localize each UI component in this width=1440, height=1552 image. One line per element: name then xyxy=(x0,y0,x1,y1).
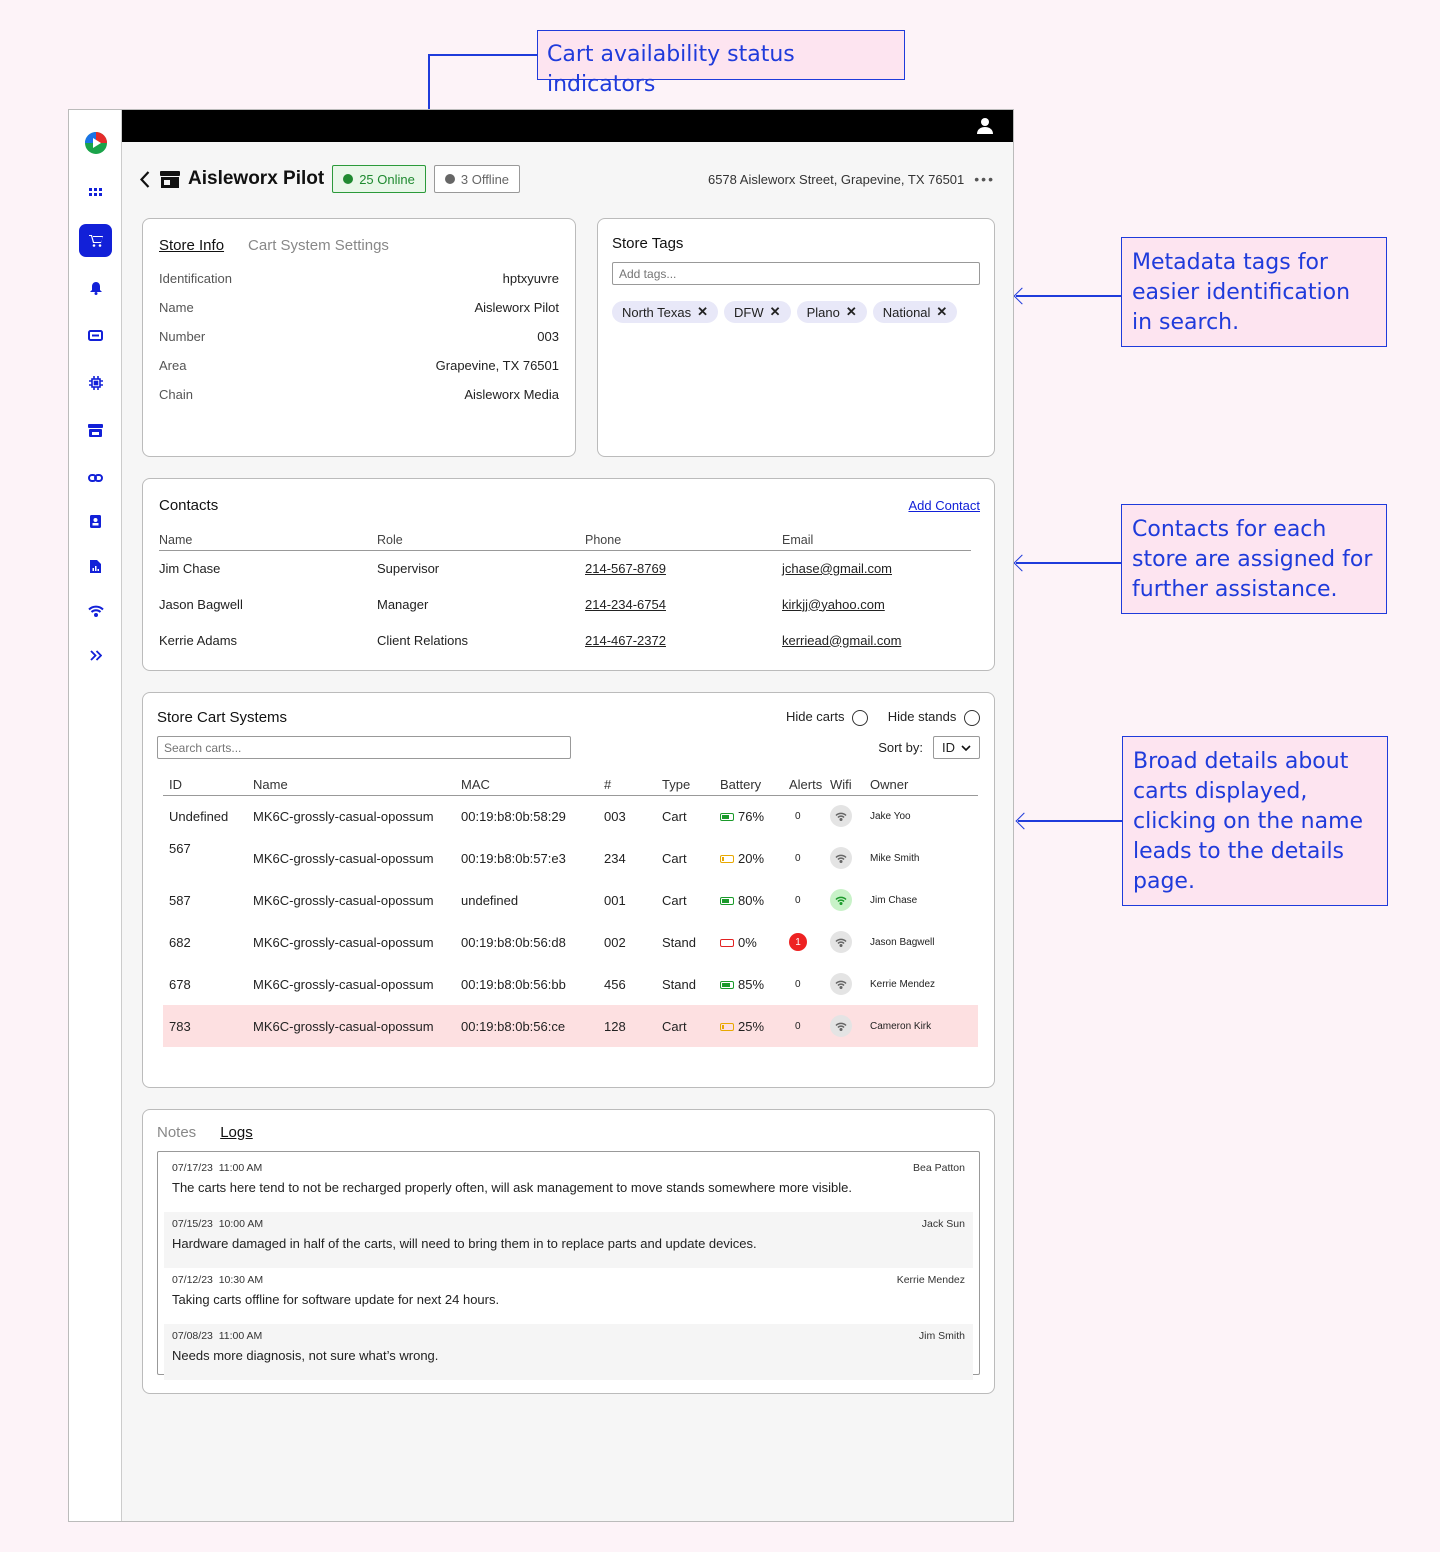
carts-header-cell: Wifi xyxy=(830,775,870,795)
cart-owner: Kerrie Mendez xyxy=(870,978,936,990)
alert-count: 1 xyxy=(795,936,801,948)
tab-logs[interactable]: Logs xyxy=(220,1124,253,1141)
cart-number: 001 xyxy=(604,892,626,908)
contact-row xyxy=(159,586,971,622)
cart-wifi xyxy=(830,963,870,1005)
battery-percent: 76% xyxy=(738,808,765,824)
contacts-table xyxy=(159,530,971,658)
store-info-list xyxy=(159,264,559,409)
add-contact-link[interactable]: Add Contact xyxy=(908,498,980,513)
store-tags-card xyxy=(597,218,995,457)
battery-fill xyxy=(722,815,729,819)
hide-stands-radio[interactable] xyxy=(964,710,980,726)
cart-row[interactable] xyxy=(163,963,978,1005)
hide-carts-label: Hide carts xyxy=(785,709,845,725)
cart-alerts xyxy=(789,963,830,1005)
alert-count: 0 xyxy=(795,852,801,864)
store-tags-title: Store Tags xyxy=(612,235,684,252)
battery-percent: 0% xyxy=(738,934,757,950)
carts-table xyxy=(163,775,978,1047)
cart-battery xyxy=(720,1005,789,1047)
store-info-row xyxy=(159,351,559,380)
tab-notes[interactable]: Notes xyxy=(157,1124,197,1141)
battery-percent: 85% xyxy=(738,976,765,992)
search-carts-input[interactable] xyxy=(157,736,571,759)
cart-id: 682 xyxy=(169,934,191,950)
cart-alerts xyxy=(789,921,830,963)
store-info-row xyxy=(159,264,559,293)
cart-owner: Jason Bagwell xyxy=(870,936,935,948)
log-author: Jim Smith xyxy=(918,1330,965,1342)
wifi-signal-icon xyxy=(830,973,852,995)
remove-tag-icon[interactable]: ✕ xyxy=(697,304,709,319)
battery-icon xyxy=(720,981,734,989)
contact-role: Supervisor xyxy=(377,560,440,576)
cart-wifi xyxy=(830,795,870,837)
cart-id: Undefined xyxy=(169,808,229,824)
log-entry xyxy=(164,1324,973,1380)
cart-type: Cart xyxy=(662,892,687,908)
contact-row xyxy=(159,622,971,658)
cart-row[interactable] xyxy=(163,1005,978,1047)
contact-role: Manager xyxy=(377,596,429,612)
tag-label: Plano xyxy=(806,304,840,320)
arrowhead-contacts xyxy=(1014,555,1031,572)
cart-row[interactable] xyxy=(163,879,978,921)
cart-battery xyxy=(720,963,789,1005)
cart-owner: Mike Smith xyxy=(870,852,920,864)
storefront-icon xyxy=(160,171,180,188)
tab-store-info[interactable]: Store Info xyxy=(159,237,225,254)
contact-role: Client Relations xyxy=(377,632,469,648)
alert-count: 0 xyxy=(795,978,801,990)
contact-cell xyxy=(585,550,782,586)
battery-icon xyxy=(720,1023,734,1031)
contact-phone-link[interactable]: 214-567-8769 xyxy=(585,560,666,576)
log-entry xyxy=(164,1156,973,1212)
cart-wifi xyxy=(830,879,870,921)
tag-label: National xyxy=(882,304,931,320)
cart-owner: Jake Yoo xyxy=(870,810,911,822)
store-icon[interactable] xyxy=(79,414,112,447)
carts-header-cell: Alerts xyxy=(789,775,830,795)
store-info-value: Aisleworx Pilot xyxy=(474,300,559,315)
sort-value: ID xyxy=(942,740,955,755)
wifi-signal-icon xyxy=(830,847,852,869)
cart-mac: 00:19:b8:0b:57:e3 xyxy=(461,850,566,866)
wifi-signal-icon xyxy=(830,889,852,911)
cart-number: 234 xyxy=(604,850,626,866)
battery-fill xyxy=(722,983,730,987)
cart-wifi xyxy=(830,1005,870,1047)
log-message: The carts here tend to not be recharged properly often, will ask management to move stands somewhere more visible. xyxy=(172,1180,852,1195)
contact-cell xyxy=(377,586,585,622)
tab-cart-system-settings[interactable]: Cart System Settings xyxy=(248,237,389,254)
apps-grid-icon[interactable] xyxy=(79,176,112,209)
hide-stands-label: Hide stands xyxy=(887,709,957,725)
tag-label: North Texas xyxy=(622,304,692,320)
contact-cell xyxy=(782,550,971,586)
add-tags-input[interactable] xyxy=(612,262,980,285)
cart-mac: undefined xyxy=(461,892,519,908)
page-title: Aisleworx Pilot xyxy=(188,168,325,189)
battery-icon xyxy=(720,813,734,821)
store-info-row xyxy=(159,380,559,409)
store-info-card xyxy=(142,218,576,457)
sidebar xyxy=(69,110,122,1521)
more-options-icon[interactable]: ••• xyxy=(974,171,995,187)
cart-type: Cart xyxy=(662,1005,720,1047)
main-content xyxy=(122,142,1013,1521)
tags-list xyxy=(612,301,980,323)
contact-cell xyxy=(585,622,782,658)
cart-type: Cart xyxy=(662,850,687,866)
report-icon[interactable] xyxy=(79,550,112,583)
alert-badge[interactable] xyxy=(789,933,807,951)
cart-type: Stand xyxy=(662,976,696,992)
tag-chip[interactable] xyxy=(873,301,958,323)
battery-percent: 80% xyxy=(738,892,765,908)
bell-icon[interactable] xyxy=(79,272,112,305)
cart-row[interactable] xyxy=(163,795,978,837)
annotation-tags: Metadata tags for easier identification in search. xyxy=(1121,237,1387,347)
contacts-header-cell: Name xyxy=(159,530,377,550)
cart-wifi xyxy=(830,921,870,963)
log-meta xyxy=(172,1218,965,1230)
log-author: Bea Patton xyxy=(913,1162,965,1174)
wifi-icon[interactable] xyxy=(79,594,112,627)
contact-cell xyxy=(782,586,971,622)
contact-email-link[interactable]: kerriead@gmail.com xyxy=(782,632,902,648)
contact-phone-link[interactable]: 214-234-6754 xyxy=(585,596,666,612)
contacts-header-cell: Email xyxy=(782,530,971,550)
cart-alerts xyxy=(789,795,830,837)
contact-cell xyxy=(585,586,782,622)
tag-chip[interactable] xyxy=(797,301,867,323)
contact-name: Kerrie Adams xyxy=(159,632,238,648)
battery-icon xyxy=(720,897,734,905)
contacts-card xyxy=(142,478,995,671)
cart-alerts xyxy=(789,837,830,879)
carts-header-cell: # xyxy=(604,775,662,795)
log-entry xyxy=(164,1268,973,1324)
annotation-carts: Broad details about carts displayed, clicking on the name leads to the details page. xyxy=(1122,736,1388,906)
store-info-value: Grapevine, TX 76501 xyxy=(435,358,559,373)
connector-contacts xyxy=(1016,562,1121,564)
app-window xyxy=(68,109,1014,1522)
sort-by-label: Sort by: xyxy=(878,740,923,755)
annotation-status: Cart availability status indicators xyxy=(537,30,905,80)
wifi-signal-icon xyxy=(830,931,852,953)
store-info-value: hptxyuvre xyxy=(502,271,559,286)
connector-status-h xyxy=(428,54,537,56)
store-info-value: Aisleworx Media xyxy=(464,387,559,402)
remove-tag-icon[interactable]: ✕ xyxy=(936,304,948,319)
cart-mac: 00:19:b8:0b:58:29 xyxy=(461,808,566,824)
logo-icon[interactable] xyxy=(79,126,112,159)
contact-phone-link[interactable]: 214-467-2372 xyxy=(585,632,666,648)
chip-icon[interactable] xyxy=(79,366,112,399)
carts-header-cell: Type xyxy=(662,775,720,795)
store-info-key: Name xyxy=(159,300,194,315)
connector-carts xyxy=(1018,820,1122,822)
store-info-row xyxy=(159,293,559,322)
online-status-badge[interactable] xyxy=(332,165,426,193)
battery-percent: 20% xyxy=(738,850,765,866)
alert-count: 0 xyxy=(795,1020,801,1032)
store-info-key: Chain xyxy=(159,387,193,402)
arrowhead-carts xyxy=(1016,813,1033,830)
hide-carts-radio[interactable] xyxy=(852,710,868,726)
notes-logs-card xyxy=(142,1109,995,1394)
tag-chip[interactable] xyxy=(724,301,791,323)
contacts-header-cell: Role xyxy=(377,530,585,550)
store-info-value: 003 xyxy=(537,329,559,344)
log-date: 07/12/23 10:30 AM xyxy=(172,1274,264,1286)
connector-tags xyxy=(1016,295,1121,297)
cart-owner: Jim Chase xyxy=(870,894,918,906)
logs-list xyxy=(157,1151,980,1375)
log-date: 07/15/23 10:00 AM xyxy=(172,1218,264,1230)
contact-email-link[interactable]: kirkjj@yahoo.com xyxy=(782,596,885,612)
contact-cell xyxy=(377,622,585,658)
battery-percent: 25% xyxy=(738,1018,765,1034)
contact-cell xyxy=(159,622,377,658)
log-entry xyxy=(164,1212,973,1268)
log-meta xyxy=(172,1330,965,1342)
contact-name: Jason Bagwell xyxy=(159,596,243,612)
log-message: Needs more diagnosis, not sure what’s wrong. xyxy=(172,1348,439,1363)
contact-row xyxy=(159,550,971,586)
log-message: Hardware damaged in half of the carts, will need to bring them in to replace parts and update devices. xyxy=(172,1236,757,1251)
contacts-header-cell: Phone xyxy=(585,530,782,550)
ticket-icon[interactable] xyxy=(79,319,112,352)
contact-cell xyxy=(782,622,971,658)
expand-sidebar-icon[interactable] xyxy=(79,639,112,672)
log-date: 07/17/23 11:00 AM xyxy=(172,1162,263,1174)
cart-number: 128 xyxy=(604,1005,662,1047)
back-chevron-icon[interactable] xyxy=(140,171,150,188)
log-date: 07/08/23 11:00 AM xyxy=(172,1330,263,1342)
cart-type: Cart xyxy=(662,808,687,824)
tag-chip[interactable] xyxy=(612,301,718,323)
cart-systems-card xyxy=(142,692,995,1088)
log-author: Kerrie Mendez xyxy=(896,1274,965,1286)
contact-cell xyxy=(159,586,377,622)
cart-id: 678 xyxy=(169,976,191,992)
cart-battery xyxy=(720,921,789,963)
offline-dot-icon xyxy=(445,174,455,184)
cart-mac: 00:19:b8:0b:56:d8 xyxy=(461,934,566,950)
battery-fill xyxy=(722,1025,724,1029)
cart-number: 456 xyxy=(604,976,626,992)
cart-row[interactable] xyxy=(163,837,978,879)
cart-name-link[interactable]: MK6C-grossly-casual-opossum xyxy=(253,892,434,908)
offline-count: 3 Offline xyxy=(460,171,510,187)
log-meta xyxy=(172,1274,965,1286)
carts-header-cell: Owner xyxy=(870,775,978,795)
store-info-key: Identification xyxy=(159,271,232,286)
cart-number: 003 xyxy=(604,808,626,824)
contact-card-icon[interactable] xyxy=(79,505,112,538)
cart-number: 002 xyxy=(604,934,626,950)
cart-mac: 00:19:b8:0b:56:bb xyxy=(461,976,566,992)
cart-mac: 00:19:b8:0b:56:ce xyxy=(461,1005,604,1047)
battery-icon xyxy=(720,855,734,863)
arrowhead-tags xyxy=(1014,288,1031,305)
log-meta xyxy=(172,1162,965,1174)
alert-count: 0 xyxy=(795,894,801,906)
remove-tag-icon[interactable]: ✕ xyxy=(845,304,857,319)
cart-alerts xyxy=(789,879,830,921)
wifi-signal-icon xyxy=(830,1015,852,1037)
battery-icon xyxy=(720,939,734,947)
cart-name-link[interactable]: MK6C-grossly-casual-opossum xyxy=(253,1005,461,1047)
carts-header-cell: MAC xyxy=(461,775,604,795)
remove-tag-icon[interactable]: ✕ xyxy=(769,304,781,319)
log-message: Taking carts offline for software update for next 24 hours. xyxy=(172,1292,500,1307)
carts-header-cell: Battery xyxy=(720,775,789,795)
cart-battery xyxy=(720,879,789,921)
battery-fill xyxy=(722,899,729,903)
top-bar xyxy=(122,110,1013,142)
cart-systems-title: Store Cart Systems xyxy=(157,709,288,726)
chevron-down-icon xyxy=(961,745,971,751)
battery-fill xyxy=(722,857,724,861)
user-avatar-icon[interactable] xyxy=(977,117,993,139)
cart-alerts xyxy=(789,1005,830,1047)
store-info-key: Area xyxy=(159,358,187,373)
cart-icon[interactable] xyxy=(79,224,112,257)
log-author: Jack Sun xyxy=(921,1218,965,1230)
contact-email-link[interactable]: jchase@gmail.com xyxy=(782,560,893,576)
cart-name-link[interactable]: MK6C-grossly-casual-opossum xyxy=(253,976,434,992)
cart-name-link[interactable]: MK6C-grossly-casual-opossum xyxy=(253,808,434,824)
online-count: 25 Online xyxy=(359,171,415,187)
link-icon[interactable] xyxy=(79,461,112,494)
cart-name-link[interactable]: MK6C-grossly-casual-opossum xyxy=(253,934,434,950)
cart-wifi xyxy=(830,837,870,879)
cart-id: 587 xyxy=(169,892,191,908)
store-address: 6578 Aisleworx Street, Grapevine, TX 76501 xyxy=(707,171,965,187)
cart-name-link[interactable]: MK6C-grossly-casual-opossum xyxy=(253,850,434,866)
cart-owner: Cameron Kirk xyxy=(870,1005,978,1047)
contact-cell xyxy=(159,550,377,586)
carts-header-cell: ID xyxy=(163,775,253,795)
online-dot-icon xyxy=(343,174,353,184)
sort-select[interactable] xyxy=(933,736,980,759)
wifi-signal-icon xyxy=(830,805,852,827)
annotation-contacts: Contacts for each store are assigned for further assistance. xyxy=(1121,504,1387,614)
contact-cell xyxy=(377,550,585,586)
cart-type: Stand xyxy=(662,934,696,950)
contacts-title: Contacts xyxy=(159,497,219,514)
store-header xyxy=(140,164,995,194)
alert-count: 0 xyxy=(795,810,801,822)
cart-battery xyxy=(720,837,789,879)
store-info-row xyxy=(159,322,559,351)
offline-status-badge[interactable] xyxy=(434,165,520,193)
contact-name: Jim Chase xyxy=(159,560,221,576)
cart-battery xyxy=(720,795,789,837)
store-info-key: Number xyxy=(159,329,206,344)
cart-row[interactable] xyxy=(163,921,978,963)
carts-header-cell: Name xyxy=(253,775,461,795)
cart-id: 567 xyxy=(169,841,191,856)
cart-id: 783 xyxy=(163,1005,253,1047)
tag-label: DFW xyxy=(734,304,764,320)
